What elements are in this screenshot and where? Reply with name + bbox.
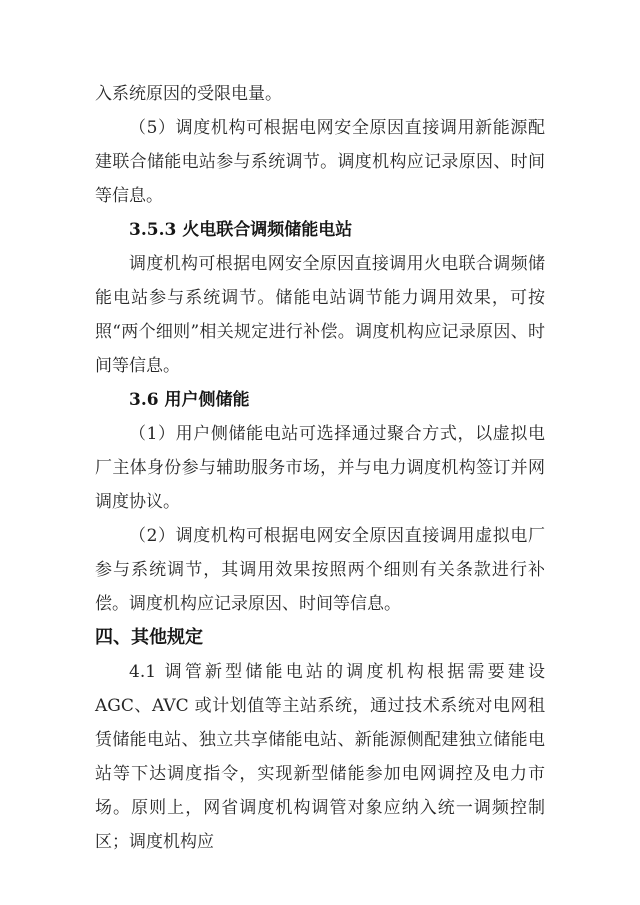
paragraph-item-5: （5）调度机构可根据电网安全原因直接调用新能源配建联合储能电站参与系统调节。调度机构应记录原因、时间等信息。 bbox=[95, 118, 545, 206]
section-heading-3-5-3: 3.5.3 火电联合调频储能电站 bbox=[129, 220, 353, 240]
section-heading-3-6: 3.6 用户侧储能 bbox=[129, 390, 250, 410]
paragraph-4-1: 4.1 调管新型储能电站的调度机构根据需要建设 AGC、AVC 或计划值等主站系统，通过技术系统对电网租赁储能电站、独立共享储能电站、新能源侧配建独立储能电站等下达调度指令，实现新型储能参加电网调控及电力市场。原则上，网省调度机构调管对象应纳入统一调频控制区；调度机构应 bbox=[95, 662, 545, 852]
paragraph-item-1: （1）用户侧储能电站可选择通过聚合方式，以虚拟电厂主体身份参与辅助服务市场，并与电力调度机构签订并网调度协议。 bbox=[95, 424, 545, 512]
paragraph-item-2: （2）调度机构可根据电网安全原因直接调用虚拟电厂参与系统调节，其调用效果按照两个细则有关条款进行补偿。调度机构应记录原因、时间等信息。 bbox=[95, 526, 545, 614]
paragraph-thermal-joint-fm: 调度机构可根据电网安全原因直接调用火电联合调频储能电站参与系统调节。储能电站调节能力调用效果，可按照“两个细则”相关规定进行补偿。调度机构应记录原因、时间等信息。 bbox=[95, 254, 545, 376]
paragraph-continuation: 入系统原因的受限电量。 bbox=[95, 84, 282, 104]
chapter-heading-other-provisions: 四、其他规定 bbox=[95, 627, 203, 648]
